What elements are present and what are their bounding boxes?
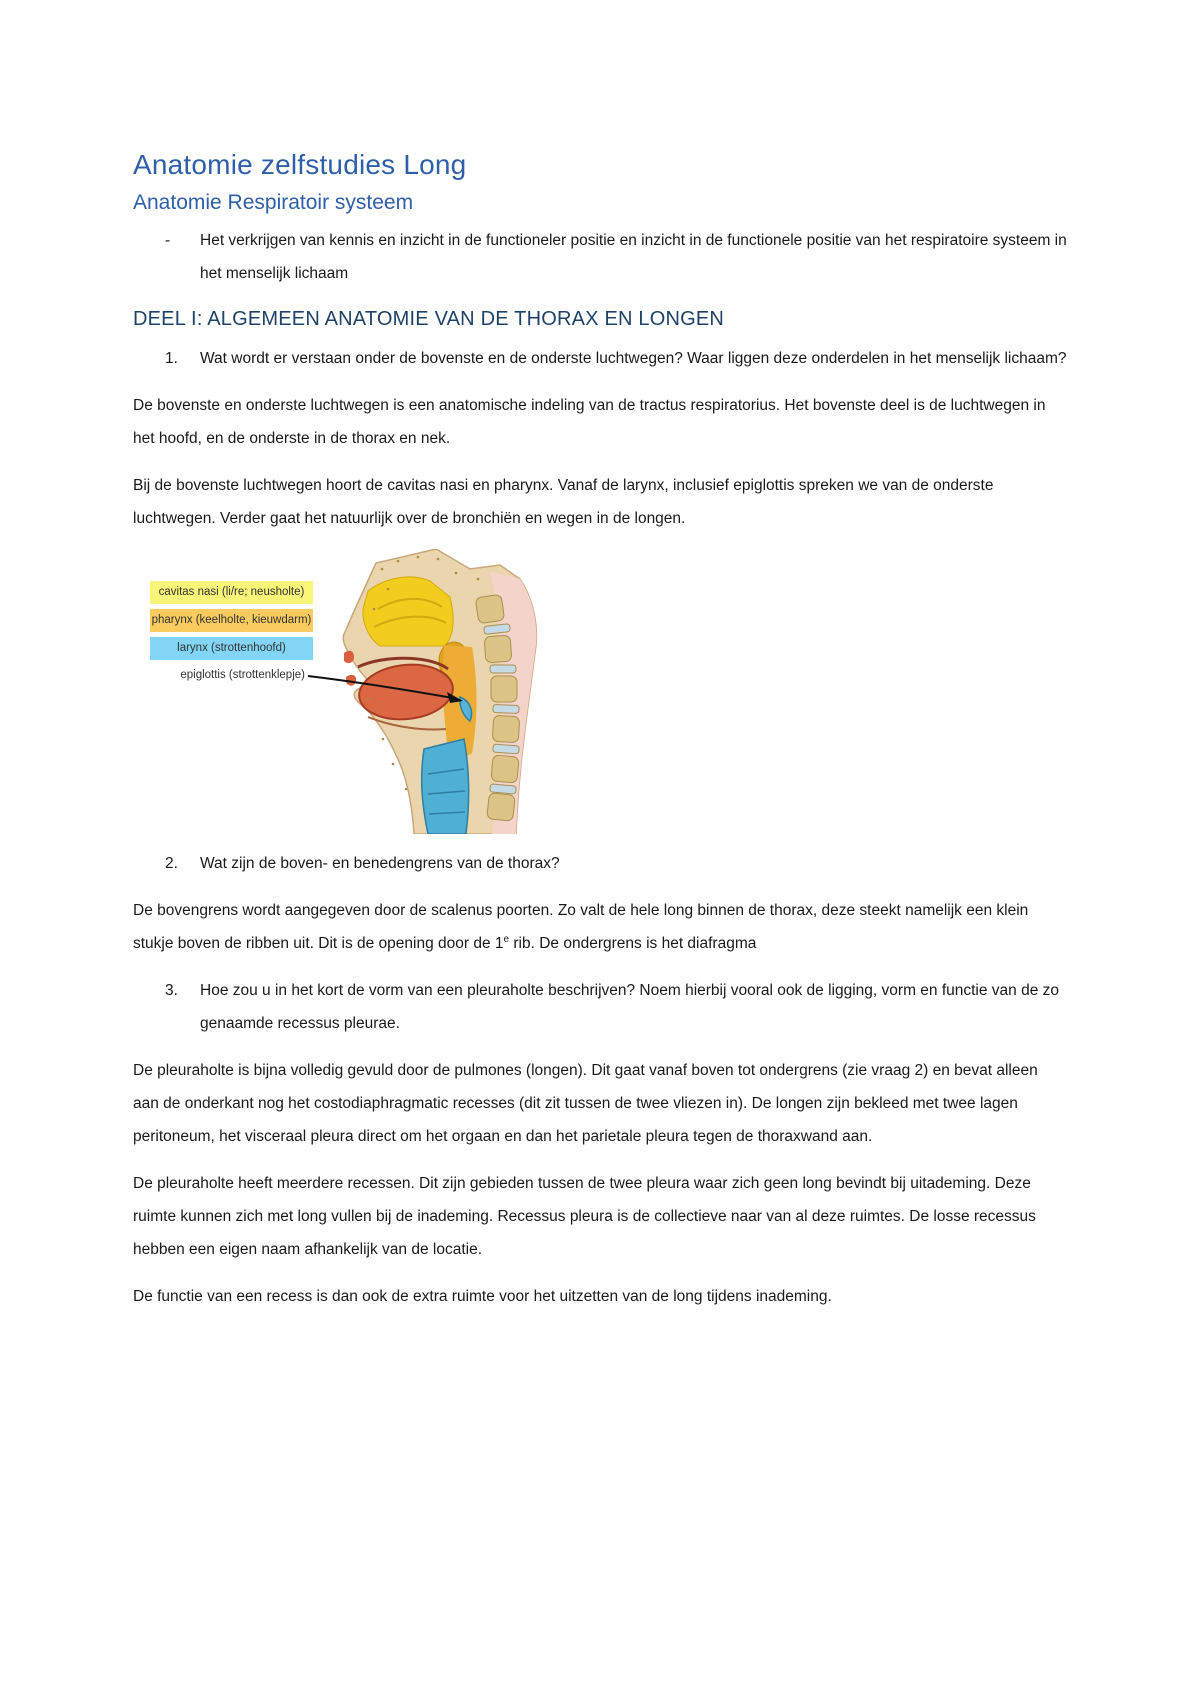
paragraph-answer-1b: Bij de bovenste luchtwegen hoort de cavitas nasi en pharynx. Vanaf de larynx, inclusief epiglottis spreken we van de onderste luchtwegen. Verder gaat het natuurlijk over de bronchiën en wegen in de longen. bbox=[133, 477, 994, 527]
paragraph-answer-2 bbox=[133, 894, 1067, 960]
question-1-text: Wat wordt er verstaan onder de bovenste en de onderste luchtwegen? Waar liggen deze onderdelen in het menselijk lichaam? bbox=[200, 350, 1067, 367]
figure-label-larynx: larynx (strottenhoofd) bbox=[150, 637, 313, 660]
section-heading-deel-1: DEEL I: ALGEMEEN ANATOMIE VAN DE THORAX EN LONGEN bbox=[133, 308, 725, 330]
question-2-number: 2. bbox=[165, 855, 178, 872]
paragraph-answer-1a: De bovenste en onderste luchtwegen is een anatomische indeling van de tractus respiratorius. Het bovenste deel is de luchtwegen in het hoofd, en de onderste in de thorax en nek. bbox=[133, 397, 1046, 447]
paragraph-answer-2-part-a: De bovengrens wordt aangegeven door de scalenus poorten. Zo valt de hele long binnen de thorax, deze steekt namelijk een klein stukje boven de ribben uit. Dit is de opening door de 1 bbox=[133, 902, 1029, 952]
paragraph-answer-3a: De pleuraholte is bijna volledig gevuld door de pulmones (longen). Dit gaat vanaf boven tot ondergrens (zie vraag 2) en bevat alleen aan de onderkant nog het costodiaphragmatic recesses (dit zit tussen de twee vliezen in). De longen zijn bekleed met twee lagen peritoneum, het visceraal pleura direct om het orgaan en dan het parietale pleura tegen de thoraxwand aan. bbox=[133, 1062, 1038, 1145]
paragraph-answer-3c: De functie van een recess is dan ook de extra ruimte voor het uitzetten van de long tijdens inademing. bbox=[133, 1288, 832, 1305]
figure-label-epiglottis: epiglottis (strottenklepje) bbox=[180, 669, 305, 681]
bullet-marker: - bbox=[165, 232, 171, 249]
page-title: Anatomie zelfstudies Long bbox=[133, 149, 467, 180]
page-subtitle: Anatomie Respiratoir systeem bbox=[133, 191, 414, 214]
epiglottis-pointer-arrow bbox=[148, 549, 708, 837]
question-3-number: 3. bbox=[165, 982, 178, 999]
question-1 bbox=[165, 342, 1067, 375]
figure-label-pharynx: pharynx (keelholte, kieuwdarm) bbox=[150, 609, 313, 632]
question-2-text: Wat zijn de boven- en benedengrens van de thorax? bbox=[200, 855, 560, 872]
objective-bullet bbox=[165, 224, 1067, 290]
figure-label-cavitas-nasi: cavitas nasi (li/re; neusholte) bbox=[150, 581, 313, 604]
paragraph-answer-2-part-b: rib. De ondergrens is het diafragma bbox=[509, 935, 757, 952]
question-3-text: Hoe zou u in het kort de vorm van een pleuraholte beschrijven? Noem hierbij vooral ook de ligging, vorm en functie van de zo genaamde recessus pleurae. bbox=[200, 982, 1060, 1032]
objective-bullet-text: Het verkrijgen van kennis en inzicht in de functioneler positie en inzicht in de functionele positie van het respiratoire systeem in het menselijk lichaam bbox=[200, 232, 1067, 282]
anatomy-figure bbox=[148, 549, 708, 837]
ordinal-superscript: e bbox=[503, 933, 510, 945]
question-3 bbox=[165, 974, 1067, 1040]
paragraph-answer-3b: De pleuraholte heeft meerdere recessen. Dit zijn gebieden tussen de twee pleura waar zich geen long bevindt bij uitademing. Deze ruimte kunnen zich met long vullen bij de inademing. Recessus pleura is de collectieve naar van al deze ruimtes. De losse recessus hebben een eigen naam afhankelijk van de locatie. bbox=[133, 1175, 1036, 1258]
question-1-number: 1. bbox=[165, 350, 178, 367]
question-2 bbox=[165, 847, 1067, 880]
